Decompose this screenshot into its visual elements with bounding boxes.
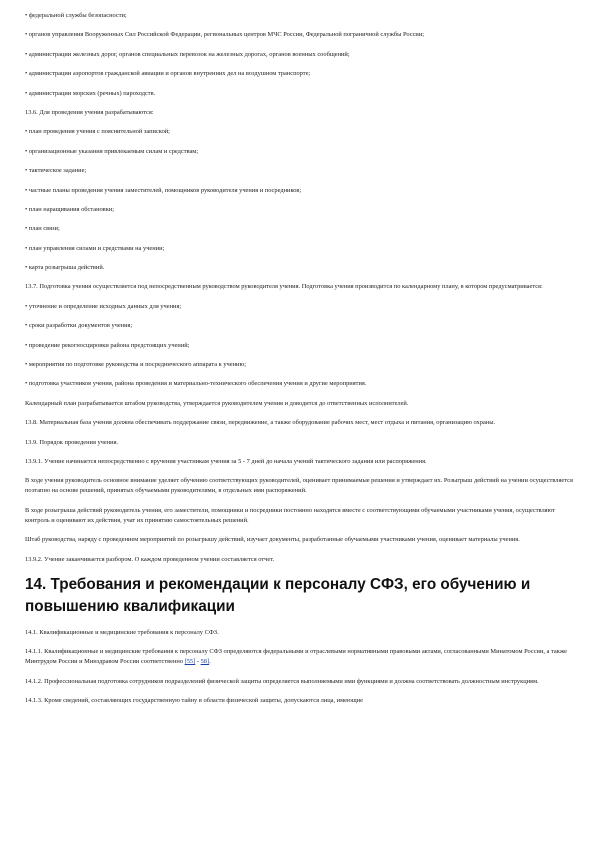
paragraph: • сроки разработки документов учения; bbox=[25, 322, 133, 330]
paragraph: 14.1. Квалификационные и медицинские требования к персоналу СФЗ. bbox=[25, 628, 219, 636]
paragraph: 13.9.2. Учение заканчивается разбором. О каждом проведенном учении составляется отчет. bbox=[25, 555, 275, 563]
reference-link[interactable]: 58] bbox=[200, 658, 210, 666]
paragraph: • администрации морских (речных) пароходств. bbox=[25, 89, 156, 97]
paragraph: • подготовка участников учения, района проведения и материально-технического обеспечения учения и другие мероприятия. bbox=[25, 380, 367, 388]
paragraph-with-references bbox=[25, 647, 573, 667]
paragraph: В ходе розыгрыша действий руководитель учения, его заместители, помощники и посредники постоянно находятся вместе с соответствующими обучаемыми участниками учения, осуществляют контроль и оценивают их действия, учат их принятию самостоятельных решений. bbox=[25, 506, 556, 524]
reference-separator: - bbox=[195, 658, 201, 666]
paragraph: • администрации аэропортов гражданской авиации и органов внутренних дел на воздушном транспорте; bbox=[25, 70, 311, 78]
paragraph: • план наращивания обстановки; bbox=[25, 205, 114, 213]
section-heading: 14. Требования и рекомендации к персоналу СФЗ, его обучению и повышению квалификации bbox=[25, 575, 531, 615]
paragraph: • карта розыгрыша действий. bbox=[25, 264, 105, 272]
paragraph: • органов управления Вооруженных Сил Российской Федерации, региональных центров МЧС России, Федеральной пограничной службы России; bbox=[25, 31, 425, 39]
paragraph: • план проведения учения с пояснительной запиской; bbox=[25, 128, 170, 136]
paragraph-text: 14.1.1. Квалификационные и медицинские требования к персоналу СФЗ определяются федеральными и отраслевыми нормативными правовыми актами, согласованными Минатомом России, а также Минтрудом России и Минздравом России соответственно bbox=[25, 648, 567, 666]
paragraph: • частные планы проведения учения заместителей, помощников руководителя учения и посредников; bbox=[25, 186, 302, 194]
section-13-body bbox=[25, 11, 573, 565]
document-page bbox=[25, 11, 573, 716]
paragraph: • план связи; bbox=[25, 225, 60, 233]
paragraph: 13.8. Материальная база учения должна обеспечивать поддержание связи, передвижение, а также оборудование рабочих мест, мест отдыха и питания, организацию охраны. bbox=[25, 419, 496, 427]
paragraph: 14.1.3. Кроме сведений, составляющих государственную тайну в области физической защиты, допускаются лица, имеющие bbox=[25, 697, 363, 705]
paragraph: В ходе учения руководитель основное внимание уделяет обучению соответствующих руководителей, оценивает принимаемые решения и утверждает их. Розыгрыш действий на учении осуществляется поэтапно на основе решений, принятых обучаемыми руководителями, в отдельных ими распоряжений. bbox=[25, 477, 573, 495]
paragraph: • мероприятия по подготовке руководства и посреднического аппарата к учению; bbox=[25, 361, 246, 369]
paragraph: Календарный план разрабатывается штабом руководства, утверждается руководителем учения и доводится до ответственных исполнителей. bbox=[25, 399, 409, 407]
paragraph: • проведение рекогносцировки района предстоящих учений; bbox=[25, 341, 190, 349]
paragraph: • тактическое задание; bbox=[25, 167, 87, 175]
paragraph: 13.7. Подготовка учения осуществляется под непосредственным руководством руководителя учения. Подготовка учения производится по календарному плану, в котором предусматривается: bbox=[25, 283, 543, 291]
paragraph: • план управления силами и средствами на учении; bbox=[25, 244, 165, 252]
paragraph: • федеральной службы безопасности; bbox=[25, 12, 127, 19]
paragraph: 13.9.1. Учение начинается непосредственно с вручения участникам учения за 5 - 7 дней до начала учений тактического задания или распоряжения. bbox=[25, 457, 427, 465]
paragraph: Штаб руководства, наряду с проведением мероприятий по розыгрышу действий, изучает документы, разработанные обучаемыми участниками учения, оценивает материалы учения. bbox=[25, 536, 520, 544]
paragraph: 14.1.2. Профессиональная подготовка сотрудников подразделений физической защиты определяется выполняемыми ими функциями и должна соответствовать должностным инструкциям. bbox=[25, 677, 539, 685]
paragraph: 13.6. Для проведения учения разрабатываются: bbox=[25, 108, 154, 116]
paragraph: • организационные указания привлекаемым силам и средствам; bbox=[25, 147, 199, 155]
reference-link[interactable]: [55] bbox=[184, 658, 196, 666]
paragraph: • уточнение и определение исходных данных для учения; bbox=[25, 302, 182, 310]
paragraph: 13.9. Порядок проведения учения. bbox=[25, 438, 119, 446]
paragraph-end: . bbox=[209, 658, 211, 666]
section-14-body bbox=[25, 628, 573, 706]
paragraph: • администрации железных дорог, органов специальных перевозок на железных дорогах, органов военных сообщений; bbox=[25, 50, 350, 58]
